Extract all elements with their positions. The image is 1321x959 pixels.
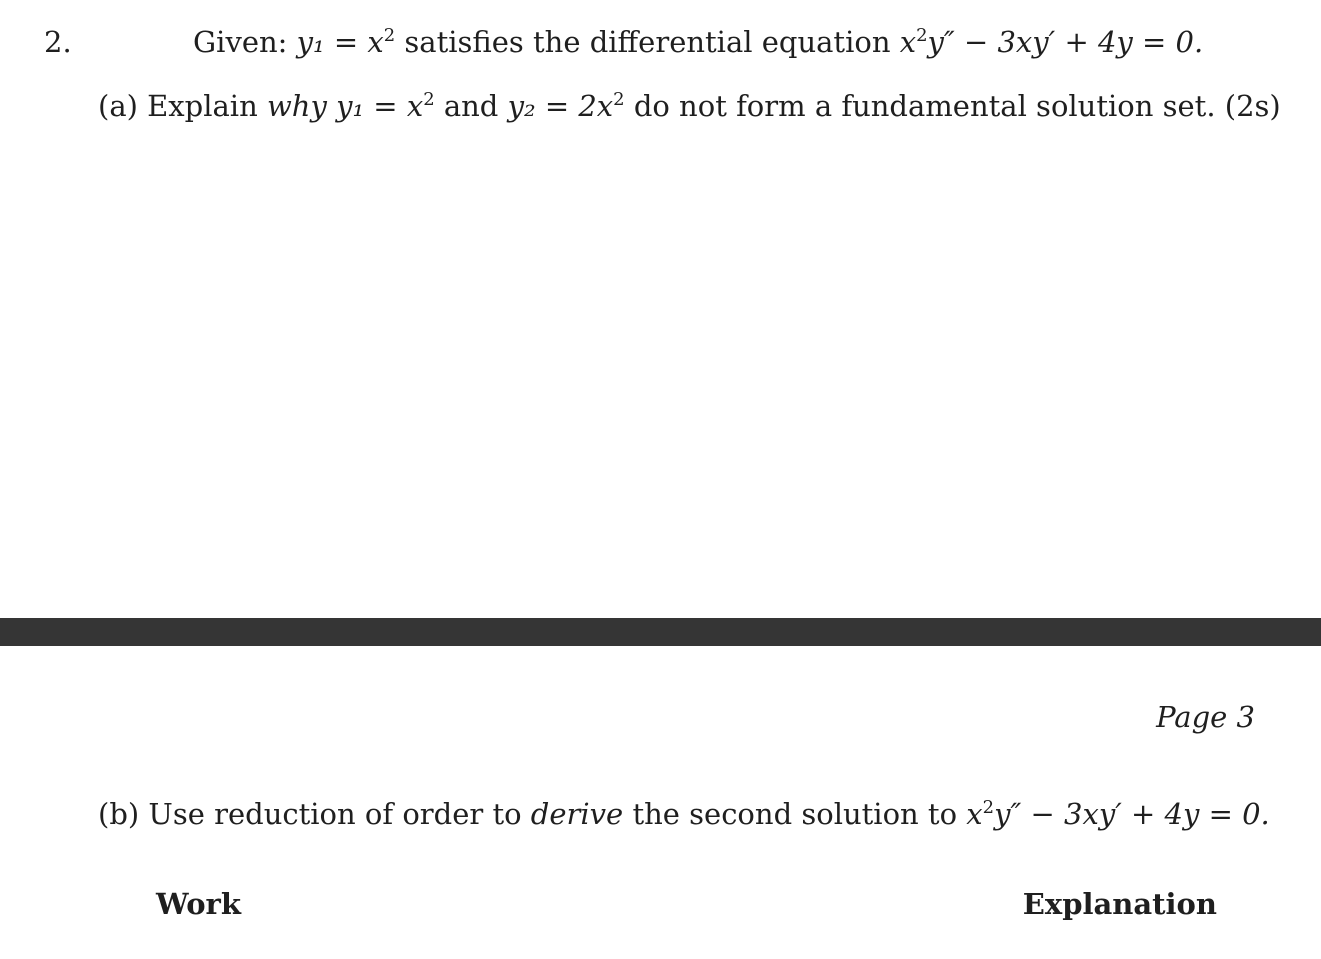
- differential-equation-x: x: [899, 25, 917, 59]
- page-number: Page 3: [1156, 700, 1255, 734]
- differential-equation-rest: y″ − 3xy′ + 4y = 0.: [927, 25, 1204, 59]
- part-a-y1: y₁ = x: [336, 89, 424, 123]
- page-break-bar: [0, 618, 1321, 646]
- given-label: Given:: [193, 25, 288, 59]
- exponent: 2: [916, 24, 928, 46]
- exponent: 2: [982, 796, 995, 818]
- part-b-question: [98, 796, 1270, 831]
- y1-equation: y₁ = x: [296, 25, 384, 59]
- part-b-text-pre: Use reduction of order to: [148, 797, 522, 831]
- part-a-question: [98, 88, 1281, 123]
- exponent: 2: [383, 24, 396, 46]
- differential-equation-x: x: [966, 797, 983, 831]
- work-column-heading: Work: [156, 887, 241, 921]
- part-a-why: why: [266, 89, 327, 123]
- explanation-column-heading: Explanation: [1022, 887, 1217, 921]
- exponent: 2: [423, 88, 435, 110]
- given-text: satisfies the differential equation: [404, 25, 891, 59]
- part-a-and: and: [443, 89, 499, 123]
- exponent: 2: [613, 88, 625, 110]
- part-a-text-post: do not form a fundamental solution set. (2s): [633, 89, 1281, 123]
- part-a-text-pre: Explain: [147, 89, 258, 123]
- part-b-text-post: the second solution to: [632, 797, 958, 831]
- differential-equation-rest: y″ − 3xy′ + 4y = 0.: [994, 797, 1270, 831]
- problem-number: 2.: [44, 25, 72, 59]
- part-b-derive: derive: [530, 797, 624, 831]
- part-a-label: (a): [98, 89, 138, 123]
- part-b-label: (b): [98, 797, 140, 831]
- given-statement: [193, 24, 1204, 59]
- part-a-y2: y₂ = 2x: [507, 89, 614, 123]
